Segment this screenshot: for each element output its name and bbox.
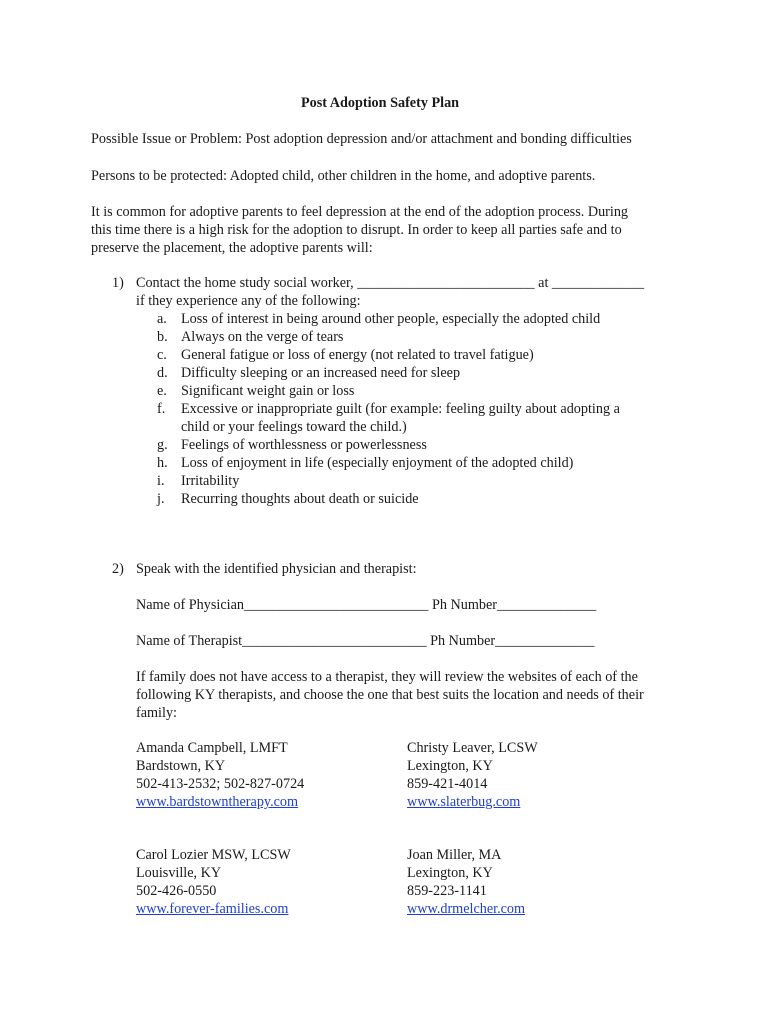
issue-line: Possible Issue or Problem: Post adoption depression and/or attachment and bonding difficulties [91, 131, 632, 147]
therapist-card [407, 739, 538, 811]
therapist-city: Louisville, KY [136, 865, 222, 881]
list-item-letter: g. [157, 437, 168, 453]
list-item [157, 328, 620, 346]
list-item-text: Recurring thoughts about death or suicide [181, 491, 419, 507]
list-item-text: Loss of interest in being around other people, especially the adopted child [181, 311, 601, 327]
list-item-text: Significant weight gain or loss [181, 383, 355, 399]
list-item-text: Irritability [181, 473, 240, 489]
therapist-name: Carol Lozier MSW, LCSW [136, 847, 291, 863]
list-item [157, 400, 620, 436]
therapist-field: Name of Therapist__________________________ Ph Number______________ [136, 633, 595, 649]
list-item-text: Always on the verge of tears [181, 329, 344, 345]
list-item-letter: h. [157, 455, 168, 471]
therapist-phone: 859-421-4014 [407, 776, 488, 792]
step1-number: 1) [112, 275, 124, 291]
therapist-note [136, 668, 644, 722]
symptom-list [157, 310, 620, 508]
list-item [157, 346, 620, 364]
list-item-text [181, 400, 620, 436]
therapist-phone: 502-413-2532; 502-827-0724 [136, 776, 305, 792]
list-item-letter: c. [157, 347, 167, 363]
list-item-text: Difficulty sleeping or an increased need for sleep [181, 365, 461, 381]
therapist-website-link[interactable]: www.forever-families.com [136, 901, 289, 917]
list-item [157, 436, 620, 454]
step2-number: 2) [112, 561, 124, 577]
list-item [157, 490, 620, 508]
list-item-letter: j. [157, 491, 165, 507]
therapist-name: Joan Miller, MA [407, 847, 502, 863]
persons-line: Persons to be protected: Adopted child, other children in the home, and adoptive parents. [91, 168, 596, 184]
intro-paragraph [91, 203, 628, 257]
list-item-text: Loss of enjoyment in life (especially enjoyment of the adopted child) [181, 455, 574, 471]
list-item [157, 310, 620, 328]
therapist-website-link[interactable]: www.bardstowntherapy.com [136, 794, 299, 810]
therapist-name: Amanda Campbell, LMFT [136, 740, 288, 756]
list-item-line: Excessive or inappropriate guilt (for example: feeling guilty about adopting a [181, 401, 620, 417]
list-item-letter: i. [157, 473, 165, 489]
therapist-city: Lexington, KY [407, 758, 493, 774]
note-line: If family does not have access to a therapist, they will review the websites of each of the [136, 669, 638, 685]
therapist-website-link[interactable]: www.drmelcher.com [407, 901, 526, 917]
step2-text: Speak with the identified physician and therapist: [136, 561, 417, 577]
intro-line: this time there is a high risk for the adoption to disrupt. In order to keep all parties safe and to [91, 222, 622, 238]
list-item-letter: b. [157, 329, 168, 345]
therapist-city: Lexington, KY [407, 865, 493, 881]
step1-line: if they experience any of the following: [136, 293, 361, 309]
list-item-letter: e. [157, 383, 167, 399]
list-item [157, 382, 620, 400]
therapist-city: Bardstown, KY [136, 758, 226, 774]
list-item-line: child or your feelings toward the child.) [181, 419, 407, 435]
physician-field: Name of Physician__________________________ Ph Number______________ [136, 597, 597, 613]
list-item-letter: d. [157, 365, 168, 381]
note-line: family: [136, 705, 177, 721]
therapist-card [407, 846, 525, 918]
list-item-text: General fatigue or loss of energy (not related to travel fatigue) [181, 347, 534, 363]
intro-line: preserve the placement, the adoptive parents will: [91, 240, 373, 256]
note-line: following KY therapists, and choose the one that best suits the location and needs of their [136, 687, 644, 703]
page-title: Post Adoption Safety Plan [301, 95, 460, 111]
list-item [157, 454, 620, 472]
step1-line: Contact the home study social worker, _________________________ at _____________ [136, 275, 645, 291]
therapist-card [136, 846, 291, 918]
list-item [157, 472, 620, 490]
therapist-card [136, 739, 304, 811]
list-item-letter: a. [157, 311, 167, 327]
therapist-phone: 502-426-0550 [136, 883, 217, 899]
list-item [157, 364, 620, 382]
list-item-text: Feelings of worthlessness or powerlessness [181, 437, 427, 453]
therapist-website-link[interactable]: www.slaterbug.com [407, 794, 521, 810]
therapist-name: Christy Leaver, LCSW [407, 740, 538, 756]
intro-line: It is common for adoptive parents to feel depression at the end of the adoption process. During [91, 204, 629, 220]
therapist-phone: 859-223-1141 [407, 883, 487, 899]
step1-text [136, 274, 644, 310]
list-item-letter: f. [157, 401, 166, 417]
